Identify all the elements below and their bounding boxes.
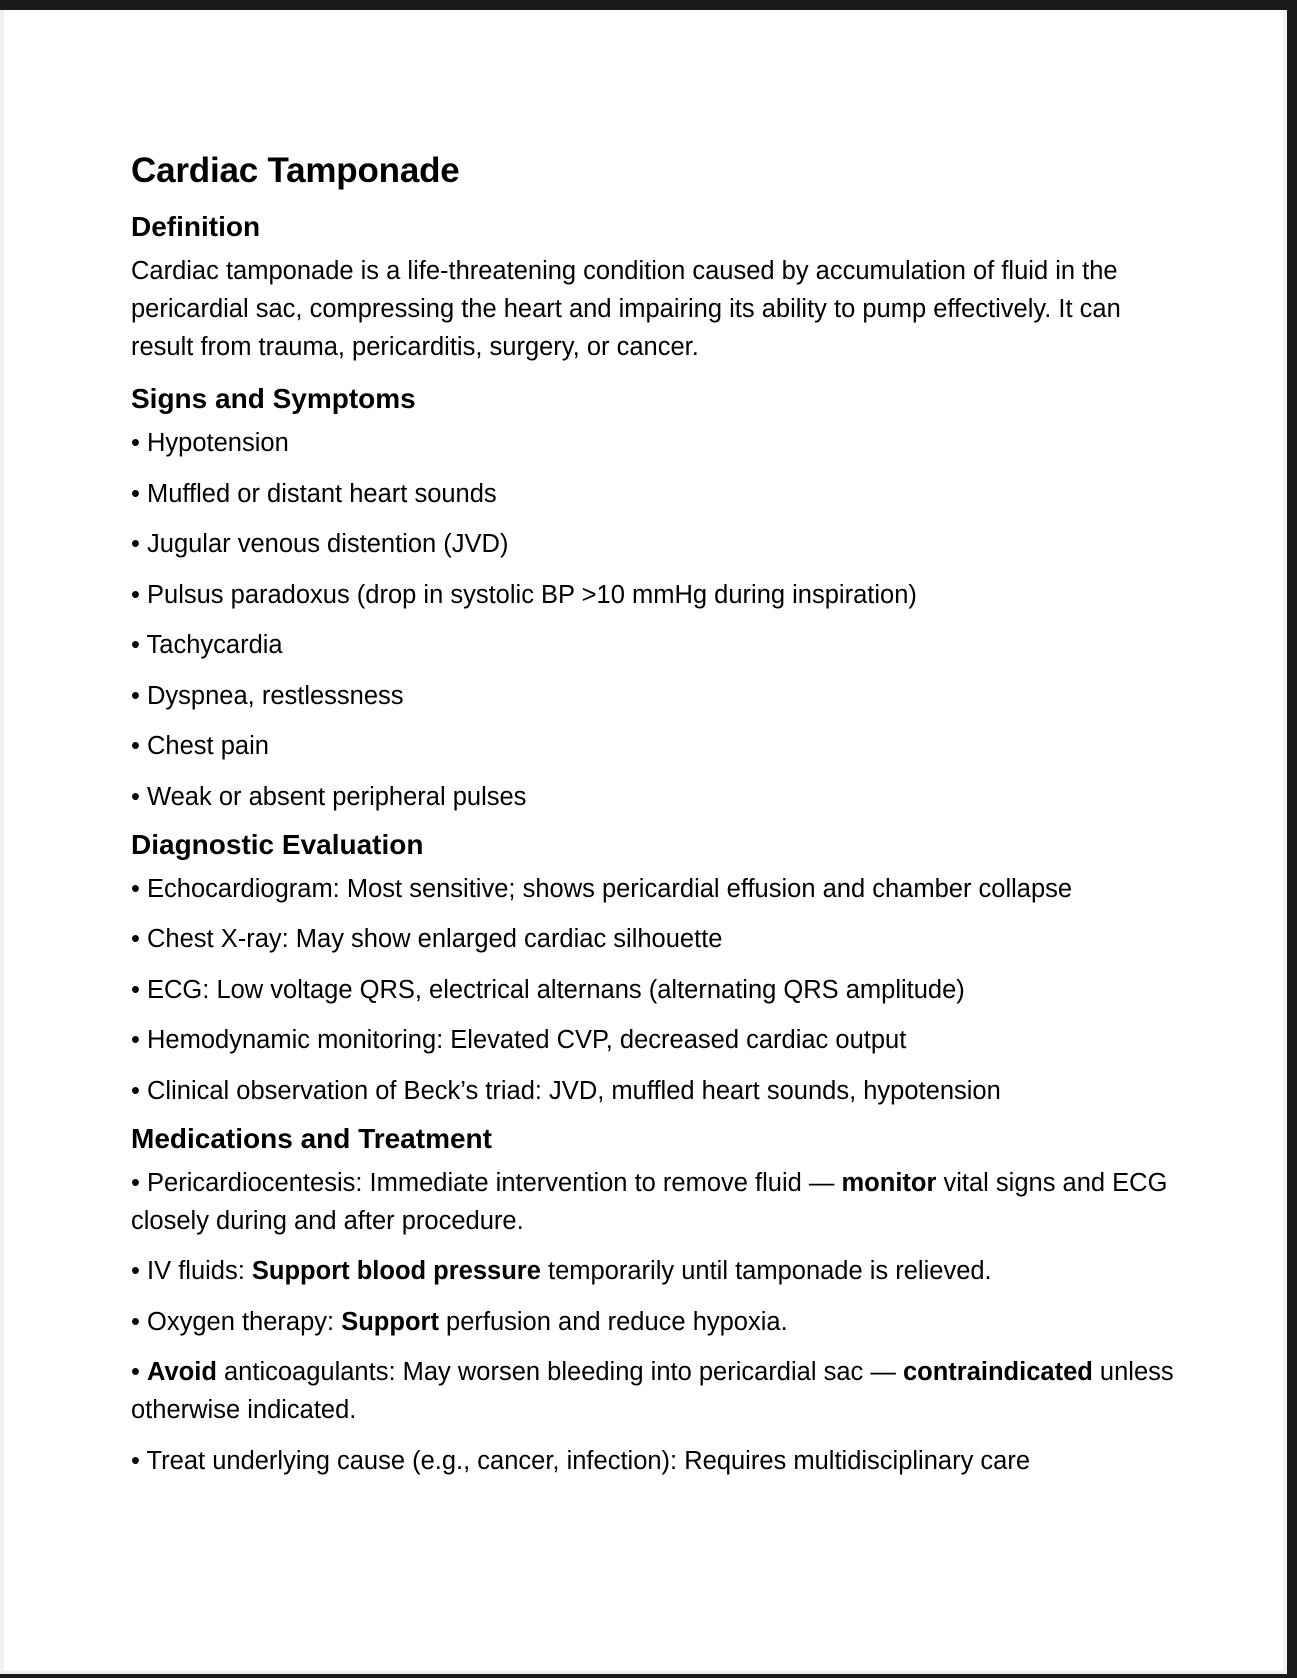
document-content [131, 140, 1181, 1492]
diagnostics-list [131, 870, 1181, 1110]
list-item: • Jugular venous distention (JVD) [131, 530, 509, 558]
list-item: • Hemodynamic monitoring: Elevated CVP, decreased cardiac output [131, 1026, 907, 1054]
definition-text: Cardiac tamponade is a life-threatening condition caused by accumulation of fluid in the pericardial sac, compressing the heart and impairing its ability to pump effectively. It can result from trauma, pericarditis, surgery, or cancer. [131, 257, 1121, 361]
list-item: • Tachycardia [131, 631, 283, 659]
emphasis: contraindicated [902, 1358, 1093, 1386]
list-item: • ECG: Low voltage QRS, electrical alternans (alternating QRS amplitude) [131, 975, 965, 1004]
list-item: • Dyspnea, restlessness [131, 681, 404, 710]
list-item: • Chest pain [131, 732, 269, 760]
section-heading-signs: Signs and Symptoms [131, 383, 416, 414]
page-title: Cardiac Tamponade [131, 151, 460, 190]
signs-list [131, 424, 1181, 816]
section-heading-definition: Definition [131, 211, 261, 242]
emphasis: Support blood pressure [251, 1257, 541, 1285]
document-page [0, 10, 1287, 1674]
list-item: • Muffled or distant heart sounds [131, 479, 497, 508]
section-heading-diagnostics: Diagnostic Evaluation [131, 828, 424, 860]
section-heading-treatment: Medications and Treatment [131, 1122, 492, 1154]
list-item: • Hypotension [131, 429, 289, 457]
list-item: • Oxygen therapy: Support perfusion and reduce hypoxia. [131, 1307, 788, 1336]
list-item: • Clinical observation of Beck’s triad: JVD, muffled heart sounds, hypotension [131, 1076, 1001, 1105]
emphasis: monitor [841, 1168, 937, 1197]
list-item: • Treat underlying cause (e.g., cancer, infection): Requires multidisciplinary care [131, 1446, 1031, 1475]
list-item: • Pericardiocentesis: Immediate intervention to remove fluid — monitor vital signs and ECG closely during and after procedure. [131, 1168, 1168, 1235]
emphasis: Avoid [147, 1358, 217, 1386]
list-item: • Avoid anticoagulants: May worsen bleeding into pericardial sac — contraindicated unless otherwise indicated. [131, 1358, 1174, 1424]
list-item: • Pulsus paradoxus (drop in systolic BP >10 mmHg during inspiration) [131, 580, 917, 609]
list-item: • Weak or absent peripheral pulses [131, 782, 527, 811]
treatment-list [131, 1164, 1181, 1480]
list-item: • Echocardiogram: Most sensitive; shows pericardial effusion and chamber collapse [131, 874, 1073, 903]
emphasis: Support [341, 1307, 439, 1336]
list-item: • Chest X-ray: May show enlarged cardiac silhouette [131, 925, 723, 953]
list-item: • IV fluids: Support blood pressure temporarily until tamponade is relieved. [131, 1257, 992, 1285]
